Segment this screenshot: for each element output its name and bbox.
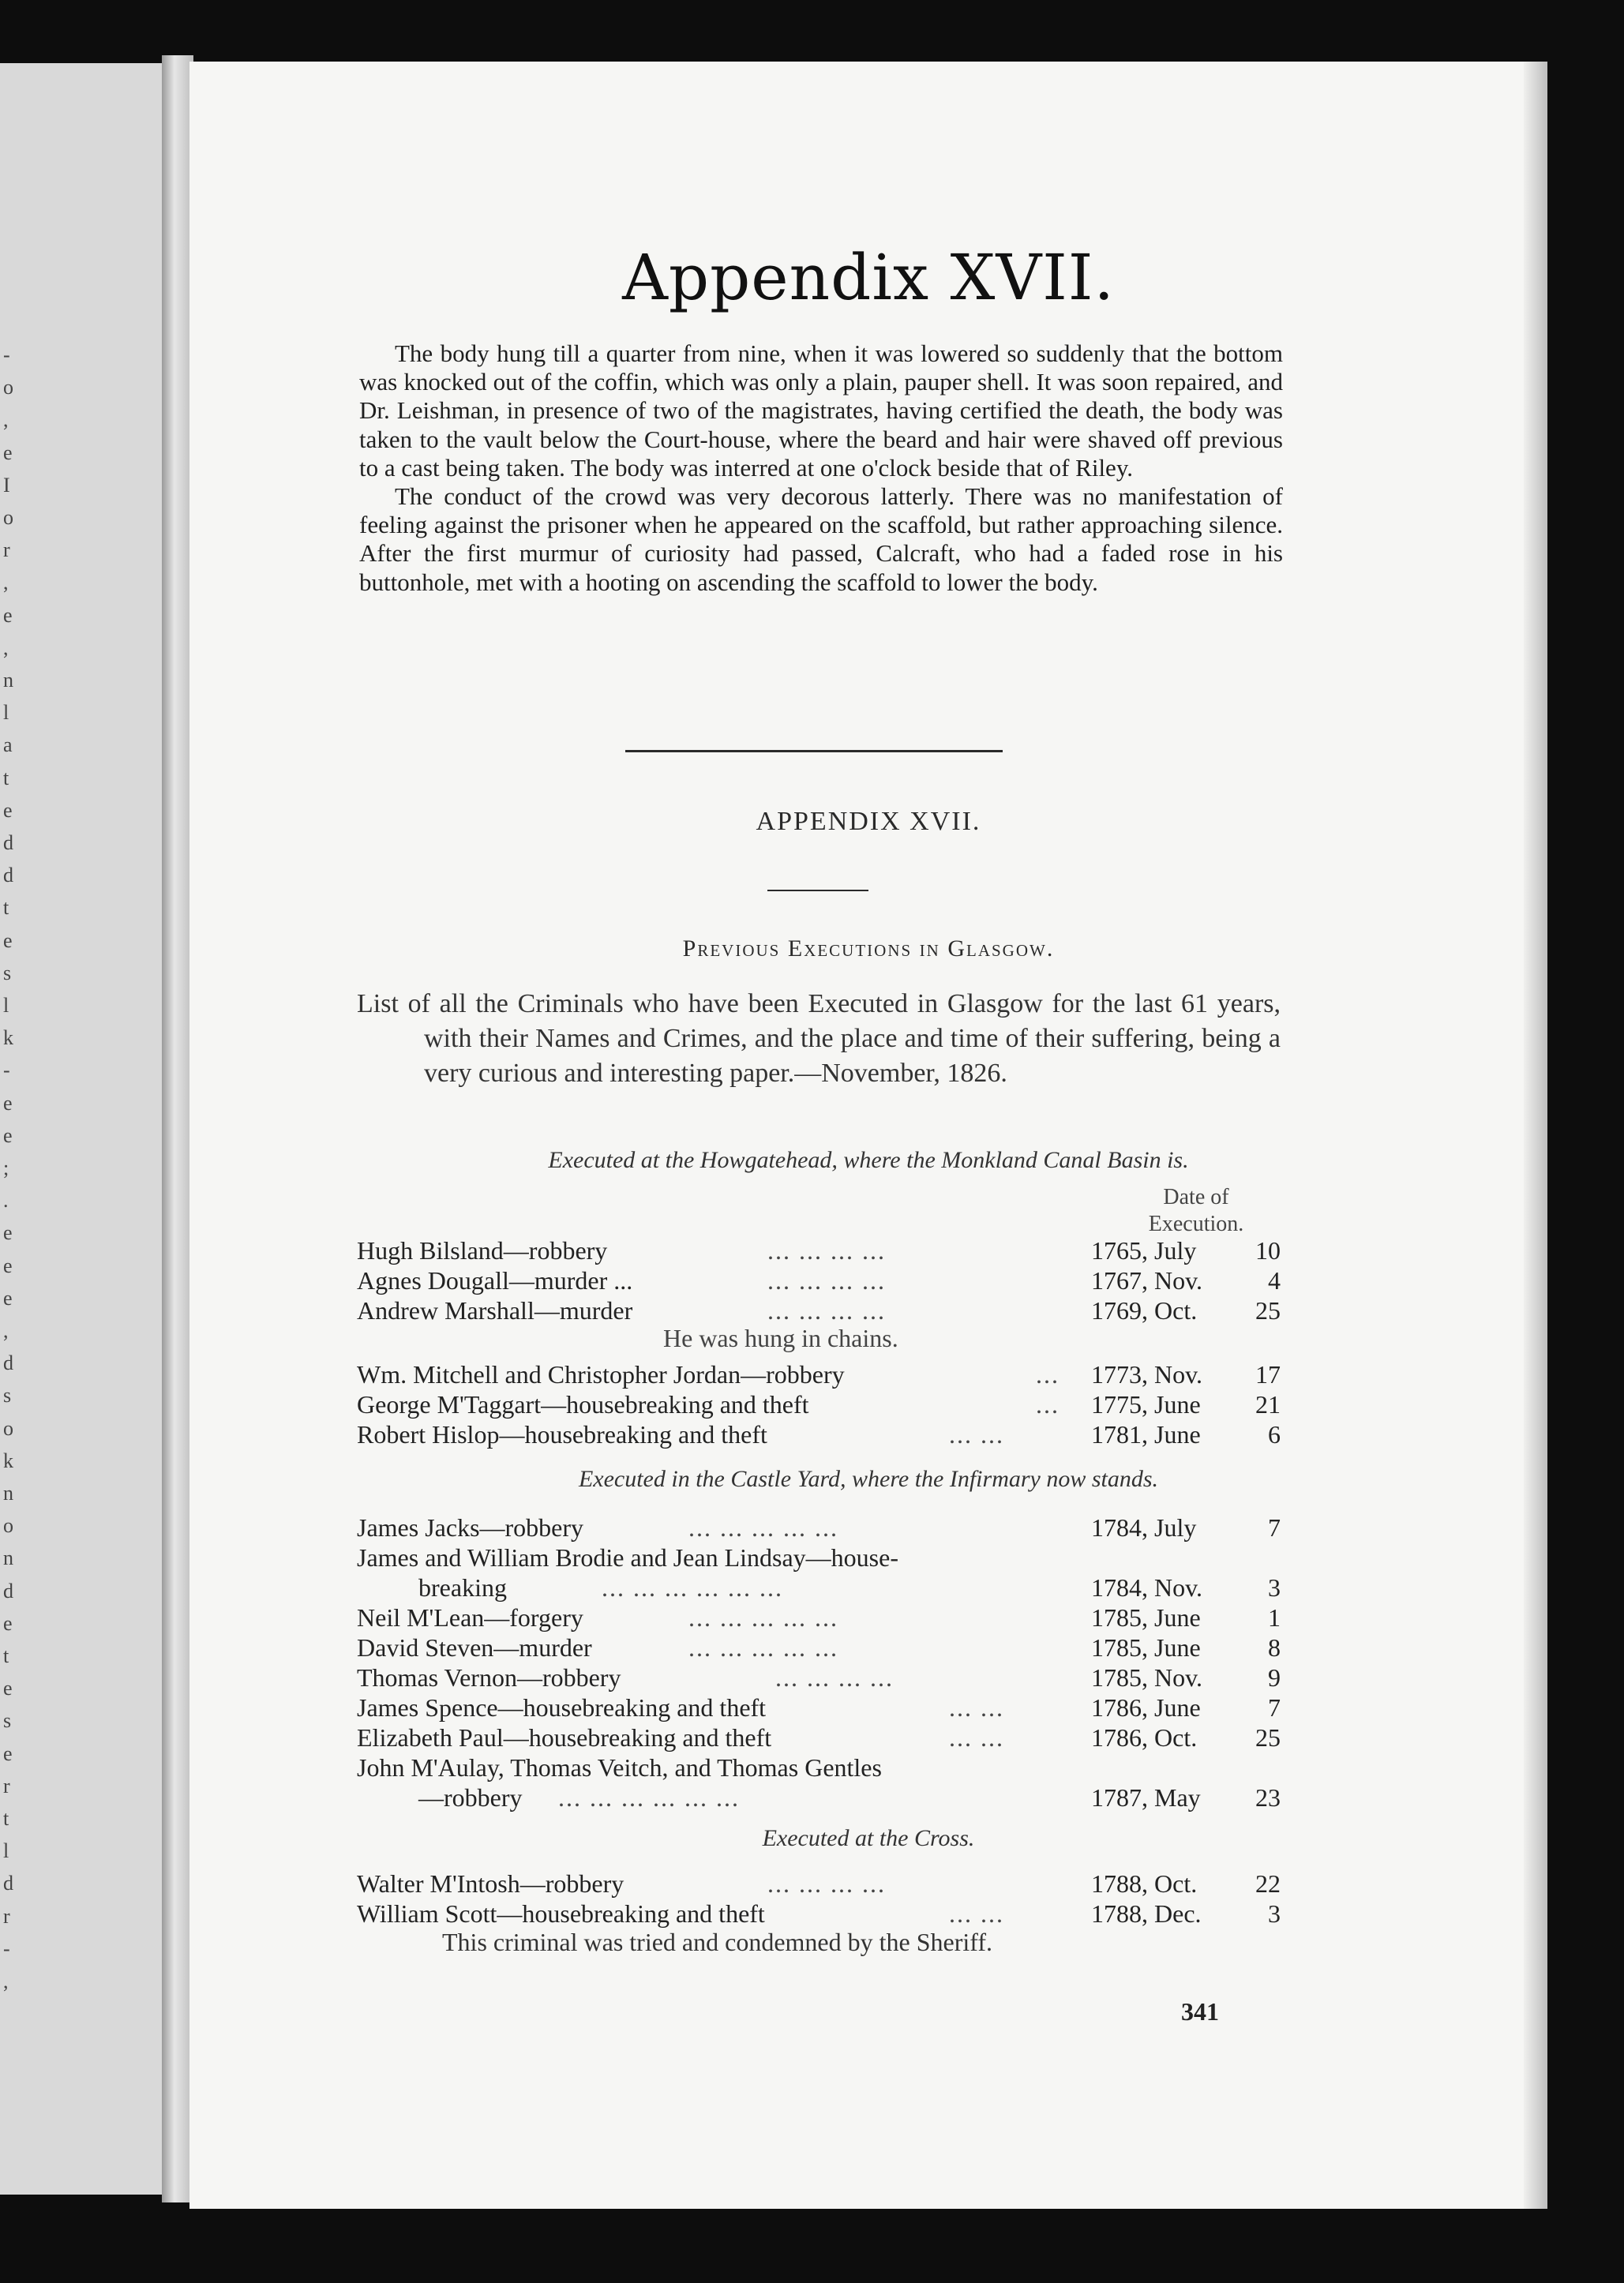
- leader-dots: ... ... ... ...: [767, 1869, 886, 1898]
- left-page-fragment: e: [3, 798, 13, 822]
- short-divider: [767, 890, 868, 891]
- entry-date: 1775, June: [1091, 1390, 1201, 1419]
- entry-name: James Jacks—robbery: [357, 1513, 584, 1542]
- entry-name: Agnes Dougall—murder ...: [357, 1266, 633, 1295]
- table-row: [357, 1633, 1281, 1663]
- entry-date: 1787, May: [1091, 1783, 1201, 1812]
- entry-day: 3: [1268, 1899, 1281, 1928]
- entry-day: 10: [1255, 1236, 1281, 1265]
- entry-name: Wm. Mitchell and Christopher Jordan—robbery: [357, 1360, 845, 1389]
- entry-day: 17: [1255, 1360, 1281, 1389]
- entry-name: —robbery: [418, 1783, 523, 1812]
- table-row: [357, 1235, 1281, 1265]
- left-page-fragment: ,: [3, 1970, 9, 1992]
- leader-dots: ... ...: [949, 1693, 1004, 1722]
- leader-dots: ... ...: [949, 1899, 1004, 1928]
- left-page-fragment: o: [3, 1416, 13, 1440]
- leader-dots: ... ... ... ... ...: [688, 1633, 838, 1662]
- leader-dots: ... ... ... ... ... ...: [602, 1573, 783, 1602]
- left-page-fragment: r: [3, 1904, 10, 1928]
- section-title-cross: Executed at the Cross.: [762, 1825, 975, 1851]
- list-intro: List of all the Criminals who have been Executed in Glasgow for the last 61 years, with their Names and Crimes, and the place and time of their suffering, being a very curious and interesting paper.—November, 1826.: [357, 989, 1281, 1088]
- entry-name: Elizabeth Paul—housebreaking and theft: [357, 1723, 772, 1752]
- left-page-fragment: n: [3, 669, 13, 692]
- entry-date: 1788, Oct.: [1091, 1869, 1198, 1898]
- left-page-fragment: e: [3, 440, 13, 464]
- entry-name: Neil M'Lean—forgery: [357, 1603, 583, 1632]
- table-row: [357, 1513, 1281, 1543]
- leader-dots: ... ... ... ...: [767, 1296, 886, 1325]
- leader-dots: ... ... ... ... ...: [688, 1513, 838, 1542]
- entry-date: 1769, Oct.: [1091, 1296, 1198, 1325]
- left-page-fragment: l: [3, 994, 9, 1017]
- table-row: [357, 1783, 1281, 1813]
- section-title-castle-yard: Executed in the Castle Yard, where the Infirmary now stands.: [578, 1466, 1159, 1492]
- leader-dots: ... ... ... ...: [775, 1663, 894, 1692]
- leader-dots: ... ...: [949, 1723, 1004, 1752]
- table-row: [357, 1419, 1281, 1449]
- left-page-fragment: t: [3, 896, 9, 920]
- table-row: [357, 1265, 1281, 1295]
- table-row: [357, 1753, 1281, 1783]
- left-page-fragment: n: [3, 1482, 13, 1505]
- entry-day: 6: [1268, 1420, 1281, 1449]
- left-page-fragment: o: [3, 506, 13, 529]
- left-page-fragment: s: [3, 1384, 12, 1408]
- entry-day: 4: [1268, 1266, 1281, 1295]
- entry-name: David Steven—murder: [357, 1633, 592, 1662]
- table-row: [357, 1389, 1281, 1419]
- book-gutter: [162, 55, 193, 2202]
- left-page-fragment: -: [3, 1936, 10, 1960]
- entry-day: 7: [1268, 1513, 1281, 1542]
- left-page-fragment: ,: [3, 408, 9, 432]
- section-divider: [625, 750, 1003, 752]
- leader-dots: ... ... ... ... ...: [688, 1603, 838, 1632]
- left-page-fragment: a: [3, 733, 13, 757]
- left-page-edge: [0, 63, 180, 2195]
- entry-day: 23: [1255, 1783, 1281, 1812]
- left-page-fragment: r: [3, 538, 10, 562]
- left-page-fragment: ,: [3, 635, 9, 659]
- entry-note: He was hung in chains.: [663, 1324, 898, 1352]
- left-page-fragment: l: [3, 701, 9, 725]
- date-header-line: Date of: [1163, 1185, 1229, 1209]
- table-row: [357, 1359, 1281, 1389]
- table-row: [357, 1295, 1281, 1325]
- entry-date: 1773, Nov.: [1091, 1360, 1203, 1389]
- table-row: [357, 1899, 1281, 1929]
- left-page-fragment: e: [3, 603, 13, 627]
- left-page-fragment: d: [3, 1579, 13, 1603]
- left-page-fragment: o: [3, 1514, 13, 1538]
- left-page-fragment: -: [3, 343, 10, 366]
- left-page-fragment: e: [3, 1091, 13, 1115]
- left-page-fragment: k: [3, 1449, 13, 1472]
- left-page-fragment: d: [3, 1351, 13, 1375]
- entry-name: Andrew Marshall—murder: [357, 1296, 633, 1325]
- entry-name: breaking: [418, 1573, 507, 1602]
- table-row: [357, 1723, 1281, 1753]
- entry-name: James and William Brodie and Jean Lindsay—house-: [357, 1543, 898, 1572]
- left-page-fragment: l: [3, 1839, 9, 1863]
- left-page-fragment: n: [3, 1546, 13, 1570]
- paragraph: The body hung till a quarter from nine, when it was lowered so suddenly that the bottom was knocked out of the coffin, which was only a plain, pauper shell. It was soon repaired, and Dr. Leishman, in presence of two of the magistrates, having certified the death, the body was taken to the vault below the Court-house, where the beard and hair were shaved off previous to a cast being taken. The body was interred at one o'clock beside that of Riley.: [359, 339, 1283, 482]
- body-text: [359, 339, 1283, 597]
- left-page-fragment: e: [3, 1677, 13, 1700]
- left-page-fragment: e: [3, 1286, 13, 1310]
- left-page-fragment: .: [3, 1189, 9, 1213]
- appendix-heading: APPENDIX XVII.: [756, 807, 981, 836]
- left-page-fragment: t: [3, 1644, 9, 1667]
- left-page-fragment: o: [3, 376, 13, 399]
- left-page-fragment: t: [3, 1807, 9, 1830]
- table-row: [357, 1543, 1281, 1573]
- entry-date: 1788, Dec.: [1091, 1899, 1202, 1928]
- entry-day: 7: [1268, 1693, 1281, 1722]
- table-row: [357, 1693, 1281, 1723]
- left-page-fragment: e: [3, 928, 13, 952]
- left-page-fragment: s: [3, 1709, 12, 1733]
- entry-name: William Scott—housebreaking and theft: [357, 1899, 765, 1928]
- left-page-fragment: ,: [3, 571, 9, 594]
- section-title-howgatehead: Executed at the Howgatehead, where the Monkland Canal Basin is.: [548, 1147, 1189, 1173]
- entry-date: 1781, June: [1091, 1420, 1201, 1449]
- leader-dots: ... ...: [949, 1420, 1004, 1449]
- left-page-fragment: r: [3, 1774, 10, 1798]
- list-heading: Previous Executions in Glasgow.: [682, 935, 1055, 962]
- entry-day: 9: [1268, 1663, 1281, 1692]
- entry-name: George M'Taggart—housebreaking and theft: [357, 1390, 809, 1419]
- entry-date: 1784, Nov.: [1091, 1573, 1203, 1602]
- leader-dots: ... ... ... ... ... ...: [558, 1783, 740, 1812]
- entry-name: Robert Hislop—housebreaking and theft: [357, 1420, 767, 1449]
- entry-date: 1767, Nov.: [1091, 1266, 1203, 1295]
- left-page-fragment: ,: [3, 1319, 9, 1342]
- left-page-fragment: I: [3, 473, 10, 497]
- date-header-line: Execution.: [1148, 1212, 1244, 1236]
- date-column-header: [1105, 1184, 1287, 1238]
- left-page-fragment: e: [3, 1741, 13, 1765]
- entry-name: Hugh Bilsland—robbery: [357, 1236, 608, 1265]
- left-page-fragment: e: [3, 1611, 13, 1635]
- left-page-fragment: d: [3, 831, 13, 854]
- leader-dots: ...: [1036, 1390, 1060, 1419]
- entry-day: 25: [1255, 1296, 1281, 1325]
- entry-name: James Spence—housebreaking and theft: [357, 1693, 767, 1722]
- entry-date: 1786, Oct.: [1091, 1723, 1198, 1752]
- entry-name: John M'Aulay, Thomas Veitch, and Thomas Gentles: [357, 1753, 882, 1782]
- left-page-fragment: d: [3, 864, 13, 887]
- entry-day: 1: [1268, 1603, 1281, 1632]
- left-page-fragment: e: [3, 1254, 13, 1277]
- entry-day: 3: [1268, 1573, 1281, 1602]
- left-page-fragment: -: [3, 1059, 10, 1082]
- entry-day: 8: [1268, 1633, 1281, 1662]
- entry-day: 25: [1255, 1723, 1281, 1752]
- table-row: [357, 1663, 1281, 1693]
- page-title: Appendix XVII.: [622, 241, 1115, 314]
- entry-date: 1785, June: [1091, 1633, 1201, 1662]
- entry-date: 1786, June: [1091, 1693, 1201, 1722]
- table-row: [357, 1603, 1281, 1633]
- table-row: [357, 1573, 1281, 1603]
- entry-day: 21: [1255, 1390, 1281, 1419]
- entry-name: Walter M'Intosh—robbery: [357, 1869, 624, 1898]
- page-edge-shadow: [1524, 62, 1547, 2209]
- left-page-fragment: ;: [3, 1156, 9, 1179]
- left-page-fragment: t: [3, 766, 9, 789]
- entry-date: 1784, July: [1091, 1513, 1197, 1542]
- leader-dots: ...: [1036, 1360, 1060, 1389]
- leader-dots: ... ... ... ...: [767, 1236, 886, 1265]
- page-number: 341: [1181, 1997, 1219, 2026]
- paragraph: The conduct of the crowd was very decorous latterly. There was no manifestation of feeling against the prisoner when he appeared on the scaffold, but rather approaching silence. After the first murmur of curiosity had passed, Calcraft, who had a faded rose in his buttonhole, met with a hooting on ascending the scaffold to lower the body.: [359, 482, 1283, 596]
- entry-date: 1785, June: [1091, 1603, 1201, 1632]
- left-page-fragment: d: [3, 1872, 13, 1895]
- leader-dots: ... ... ... ...: [767, 1266, 886, 1295]
- left-page-fragment: k: [3, 1026, 13, 1050]
- left-page-fragment: s: [3, 961, 12, 984]
- table-row: [357, 1869, 1281, 1899]
- entry-day: 22: [1255, 1869, 1281, 1898]
- entry-name: Thomas Vernon—robbery: [357, 1663, 621, 1692]
- entry-date: 1765, July: [1091, 1236, 1197, 1265]
- left-page-fragment: e: [3, 1221, 13, 1245]
- entry-note: This criminal was tried and condemned by the Sheriff.: [442, 1928, 992, 1956]
- left-page-fragment: e: [3, 1123, 13, 1147]
- entry-date: 1785, Nov.: [1091, 1663, 1203, 1692]
